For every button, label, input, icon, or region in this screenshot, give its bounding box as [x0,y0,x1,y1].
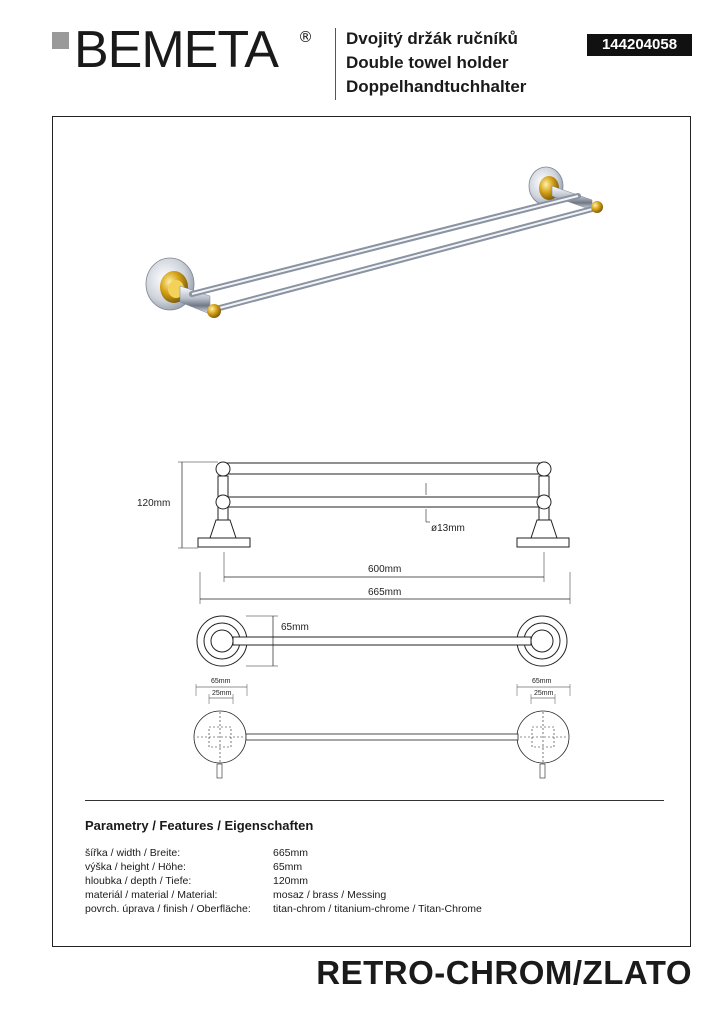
registered-mark: ® [298,28,313,46]
spec-label: hloubka / depth / Tiefe: [85,875,192,887]
dim-height-label: 120mm [137,498,171,509]
dim-total-width-label: 665mm [368,587,402,598]
dim-depth-label: 65mm [281,622,309,633]
spec-row [85,874,482,888]
logo-text: BEMETA [74,21,278,79]
mount-width-right-label: 65mm [532,678,552,685]
spec-label: materiál / material / Material: [85,889,218,901]
title-de: Doppelhandtuchhalter [346,77,527,96]
mount-width-left-label: 65mm [211,678,231,685]
spec-row [85,860,482,874]
mount-inner-left-label: 25mm [212,690,232,697]
spec-value: 665mm [273,847,309,859]
dim-bar-length-label: 600mm [368,564,402,575]
series-name: RETRO-CHROM/ZLATO [316,954,692,991]
mounting-view [194,684,570,778]
top-view [197,616,567,666]
features-table [85,846,482,916]
product-code-badge: 144204058 [587,34,692,56]
front-view [178,462,570,604]
features-title: Parametry / Features / Eigenschaften [85,818,314,833]
title-cz: Dvojitý držák ručníků [346,29,518,48]
spec-row [85,902,482,916]
mount-inner-right-label: 25mm [534,690,554,697]
title-en: Double towel holder [346,53,509,72]
spec-value: 65mm [273,861,303,873]
spec-value: mosaz / brass / Messing [273,889,387,901]
spec-label: šířka / width / Breite: [85,847,181,859]
features-divider [85,800,664,801]
spec-row [85,846,482,860]
product-image [146,167,603,318]
spec-row [85,888,482,902]
dim-diameter-label: ø13mm [431,523,465,534]
spec-label: povrch. úprava / finish / Oberfläche: [85,903,251,915]
spec-value: titan-chrom / titanium-chrome / Titan-Chrome [273,903,482,915]
spec-value: 120mm [273,875,309,887]
spec-label: výška / height / Höhe: [85,861,186,873]
